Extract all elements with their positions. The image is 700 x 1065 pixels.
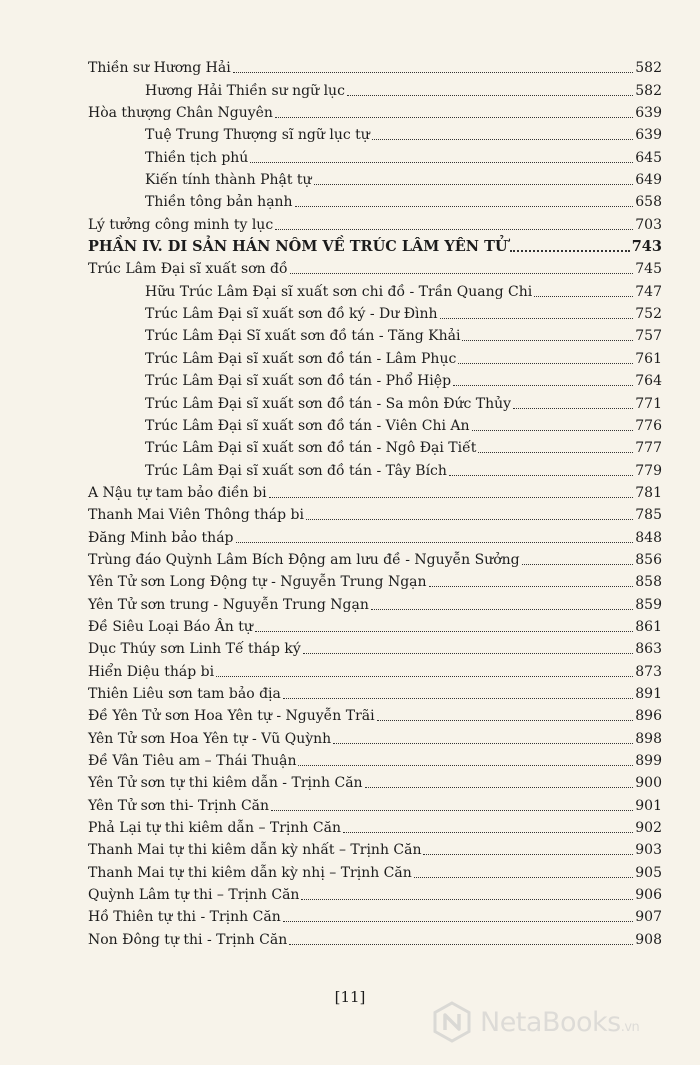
dot-leader bbox=[423, 854, 633, 855]
dot-leader bbox=[440, 318, 634, 319]
toc-entry-title: Trúc Lâm Đại sĩ xuất sơn đồ tán - Ngô Đại Tiết bbox=[145, 440, 477, 457]
toc-entry-title: Đăng Minh bảo tháp bbox=[88, 529, 234, 546]
dot-leader bbox=[377, 720, 634, 721]
toc-entry bbox=[88, 614, 662, 636]
toc-entry bbox=[88, 211, 662, 233]
toc-entry bbox=[88, 815, 662, 837]
toc-entry-page: 908 bbox=[635, 931, 662, 948]
toc-entry bbox=[88, 457, 662, 479]
toc-entry-page: 752 bbox=[635, 306, 662, 323]
toc-entry-title: Yên Tử sơn Long Động tự - Nguyễn Trung Ngạn bbox=[88, 574, 427, 591]
toc-entry bbox=[88, 681, 662, 703]
dot-leader bbox=[429, 586, 634, 587]
toc-entry-title: Hòa thượng Chân Nguyên bbox=[88, 105, 273, 122]
toc-entry-page: 856 bbox=[635, 551, 662, 568]
dot-leader bbox=[462, 340, 633, 341]
toc-entry-title: Trúc Lâm Đại sĩ xuất sơn đồ tán - Phổ Hiệp bbox=[145, 373, 452, 390]
toc-entry-title: Thiền tông bản hạnh bbox=[145, 194, 293, 211]
toc-entry-page: 745 bbox=[635, 261, 662, 278]
toc-entry-page: 903 bbox=[635, 842, 662, 859]
toc-entry bbox=[88, 926, 662, 948]
dot-leader bbox=[250, 162, 633, 163]
toc-entry-title: Trúc Lâm Đại Sĩ xuất sơn đồ tán - Tăng Khải bbox=[145, 328, 461, 345]
toc-entry bbox=[88, 390, 662, 412]
toc-entry bbox=[88, 278, 662, 300]
dot-leader bbox=[478, 452, 633, 453]
dot-leader bbox=[513, 408, 633, 409]
toc-entry-page: 658 bbox=[635, 194, 662, 211]
toc-entry-page: 747 bbox=[635, 283, 662, 300]
toc-entry-title: Đề Yên Tử sơn Hoa Yên tự - Nguyễn Trãi bbox=[88, 708, 375, 725]
dot-leader bbox=[371, 609, 633, 610]
dot-leader bbox=[255, 631, 633, 632]
toc-entry-page: 761 bbox=[635, 350, 662, 367]
dot-leader bbox=[233, 72, 634, 73]
toc-entry-title: Thanh Mai Viên Thông tháp bi bbox=[88, 507, 304, 524]
dot-leader bbox=[458, 363, 633, 364]
toc-entry bbox=[88, 770, 662, 792]
toc-entry-page: 779 bbox=[635, 462, 662, 479]
dot-leader bbox=[236, 542, 634, 543]
dot-leader bbox=[283, 921, 634, 922]
toc-entry bbox=[88, 882, 662, 904]
toc-entry-page: 900 bbox=[635, 775, 662, 792]
dot-leader bbox=[414, 877, 634, 878]
toc-entry bbox=[88, 569, 662, 591]
toc-entry-page: 896 bbox=[635, 708, 662, 725]
toc-entry-title: Lý tưởng công minh ty lục bbox=[88, 216, 274, 233]
toc-entry-page: 771 bbox=[635, 395, 662, 412]
toc-entry bbox=[88, 658, 662, 680]
toc-entry bbox=[88, 256, 662, 278]
toc-entry-page: 901 bbox=[635, 797, 662, 814]
toc-entry-title: Thiên Liêu sơn tam bảo địa bbox=[88, 685, 281, 702]
dot-leader bbox=[453, 385, 633, 386]
dot-leader bbox=[283, 698, 633, 699]
toc-entry bbox=[88, 345, 662, 367]
toc-entry bbox=[88, 748, 662, 770]
toc-entry bbox=[88, 323, 662, 345]
toc-entry-title: Yên Tử sơn trung - Nguyễn Trung Ngạn bbox=[88, 596, 369, 613]
dot-leader bbox=[290, 273, 634, 274]
toc-entry-page: 891 bbox=[635, 685, 662, 702]
toc-entry bbox=[88, 547, 662, 569]
toc-entry-title: Kiến tính thành Phật tự bbox=[145, 172, 312, 189]
dot-leader bbox=[534, 296, 633, 297]
toc-entry bbox=[88, 904, 662, 926]
dot-leader bbox=[269, 497, 634, 498]
dot-leader bbox=[333, 743, 633, 744]
toc-entry-title: Quỳnh Lâm tự thi – Trịnh Căn bbox=[88, 887, 300, 904]
toc-entry-page: 757 bbox=[635, 328, 662, 345]
toc-entry-page: 582 bbox=[635, 60, 662, 77]
watermark-text: NetaBooks.vn bbox=[480, 1006, 640, 1038]
toc-entry-page: 703 bbox=[635, 216, 662, 233]
toc-entry-title: Trúc Lâm Đại sĩ xuất sơn đồ tán - Viên Chi An bbox=[145, 417, 470, 434]
dot-leader bbox=[347, 95, 633, 96]
toc-entry-page: 902 bbox=[635, 820, 662, 837]
toc-entry-page: 861 bbox=[635, 618, 662, 635]
dot-leader bbox=[306, 519, 633, 520]
netabooks-logo-icon bbox=[430, 1000, 474, 1044]
toc-entry-page: 898 bbox=[635, 730, 662, 747]
toc-entry-title: Phả Lại tự thi kiêm dẫn – Trịnh Căn bbox=[88, 820, 341, 837]
toc-entry-title: Trúc Lâm Đại sĩ xuất sơn đồ tán - Sa môn Đức Thủy bbox=[145, 395, 512, 412]
toc-entry-page: 859 bbox=[635, 596, 662, 613]
toc-entry-title: Thiền sư Hương Hải bbox=[88, 60, 231, 77]
toc-entry-title: Yên Tử sơn tự thi kiêm dẫn - Trịnh Căn bbox=[88, 775, 363, 792]
toc-entry bbox=[88, 837, 662, 859]
toc-entry-page: 777 bbox=[635, 440, 662, 457]
toc-entry-title: PHẦN IV. DI SẢN HÁN NÔM VỀ TRÚC LÂM YÊN TỬ bbox=[88, 238, 508, 256]
dot-leader bbox=[372, 139, 633, 140]
toc-entry-title: Thiền tịch phú bbox=[145, 149, 249, 166]
toc-entry-title: Đề Siêu Loại Báo Ân tự bbox=[88, 618, 253, 635]
dot-leader bbox=[522, 564, 634, 565]
toc-entry bbox=[88, 100, 662, 122]
toc-entry-title: Trúc Lâm Đại sĩ xuất sơn đồ tán - Tây Bích bbox=[145, 462, 447, 479]
toc-entry bbox=[88, 591, 662, 613]
toc-section-heading bbox=[88, 234, 662, 256]
toc-entry-title: Hồ Thiên tự thi - Trịnh Căn bbox=[88, 909, 281, 926]
toc-entry-title: Trúc Lâm Đại sĩ xuất sơn đồ ký - Dư Đình bbox=[145, 306, 438, 323]
dot-leader bbox=[343, 832, 633, 833]
toc-entry-title: Thanh Mai tự thi kiêm dẫn kỳ nhị – Trịnh Căn bbox=[88, 864, 412, 881]
toc-entry-title: Thanh Mai tự thi kiêm dẫn kỳ nhất – Trịnh Căn bbox=[88, 842, 422, 859]
toc-entry-title: Hữu Trúc Lâm Đại sĩ xuất sơn chi đồ - Trần Quang Chi bbox=[145, 283, 533, 300]
toc-entry bbox=[88, 413, 662, 435]
toc-entry-title: A Nậu tự tam bảo điền bi bbox=[88, 484, 267, 501]
toc-entry-page: 649 bbox=[635, 172, 662, 189]
toc-entry bbox=[88, 189, 662, 211]
dot-leader bbox=[295, 206, 634, 207]
toc-entry-page: 873 bbox=[635, 663, 662, 680]
dot-leader bbox=[303, 653, 633, 654]
toc-entry bbox=[88, 167, 662, 189]
toc-entry-page: 764 bbox=[635, 373, 662, 390]
watermark bbox=[430, 996, 692, 1048]
toc-entry-title: Trúc Lâm Đại sĩ xuất sơn đồ tán - Lâm Phục bbox=[145, 350, 457, 367]
toc-entry-page: 776 bbox=[635, 417, 662, 434]
toc-entry-page: 785 bbox=[635, 507, 662, 524]
toc-entry bbox=[88, 435, 662, 457]
toc-entry bbox=[88, 77, 662, 99]
toc-entry-title: Yên Tử sơn Hoa Yên tự - Vũ Quỳnh bbox=[88, 730, 332, 747]
dot-leader bbox=[275, 229, 633, 230]
page-number: [11] bbox=[334, 988, 366, 1006]
toc-entry-title: Trúc Lâm Đại sĩ xuất sơn đồ bbox=[88, 261, 288, 278]
toc-entry-page: 781 bbox=[635, 484, 662, 501]
toc-entry bbox=[88, 636, 662, 658]
toc-entry bbox=[88, 480, 662, 502]
toc-entry-title: Yên Tử sơn thi- Trịnh Căn bbox=[88, 797, 270, 814]
toc-entry-page: 639 bbox=[635, 105, 662, 122]
dot-leader bbox=[289, 944, 633, 945]
toc-entry bbox=[88, 792, 662, 814]
table-of-contents bbox=[88, 55, 662, 949]
dot-leader bbox=[298, 765, 633, 766]
dot-leader bbox=[449, 475, 633, 476]
toc-entry bbox=[88, 859, 662, 881]
dot-leader bbox=[216, 676, 633, 677]
toc-entry bbox=[88, 368, 662, 390]
toc-entry-page: 906 bbox=[635, 887, 662, 904]
dot-leader bbox=[365, 787, 634, 788]
toc-entry-page: 858 bbox=[635, 574, 662, 591]
toc-entry-title: Hương Hải Thiền sư ngữ lục bbox=[145, 82, 345, 99]
toc-entry-page: 905 bbox=[635, 864, 662, 881]
toc-entry bbox=[88, 122, 662, 144]
toc-entry-title: Đề Vân Tiêu am – Thái Thuận bbox=[88, 753, 297, 769]
dot-leader bbox=[271, 810, 633, 811]
toc-entry bbox=[88, 301, 662, 323]
toc-entry-page: 848 bbox=[635, 529, 662, 546]
toc-entry-page: 582 bbox=[635, 82, 662, 99]
toc-entry-page: 645 bbox=[635, 149, 662, 166]
toc-entry-title: Tuệ Trung Thượng sĩ ngữ lục tự bbox=[145, 127, 370, 144]
toc-entry-page: 639 bbox=[635, 127, 662, 144]
toc-entry-title: Trùng đáo Quỳnh Lâm Bích Động am lưu đề - Nguyễn Sưởng bbox=[88, 551, 520, 568]
dot-leader bbox=[314, 184, 634, 185]
dot-leader bbox=[472, 430, 634, 431]
toc-entry bbox=[88, 524, 662, 546]
toc-entry-title: Hiển Diệu tháp bi bbox=[88, 663, 215, 680]
toc-entry-title: Non Đông tự thi - Trịnh Căn bbox=[88, 931, 288, 948]
toc-entry bbox=[88, 144, 662, 166]
dot-leader bbox=[510, 250, 630, 252]
toc-entry-page: 863 bbox=[635, 641, 662, 658]
toc-entry bbox=[88, 725, 662, 747]
toc-entry bbox=[88, 502, 662, 524]
toc-entry-title: Dục Thúy sơn Linh Tế tháp ký bbox=[88, 641, 301, 658]
dot-leader bbox=[301, 899, 633, 900]
toc-entry bbox=[88, 703, 662, 725]
toc-entry-page: 907 bbox=[635, 909, 662, 926]
toc-entry bbox=[88, 55, 662, 77]
dot-leader bbox=[275, 117, 633, 118]
toc-entry-page: 743 bbox=[631, 238, 662, 256]
toc-entry-page: 899 bbox=[635, 753, 662, 769]
